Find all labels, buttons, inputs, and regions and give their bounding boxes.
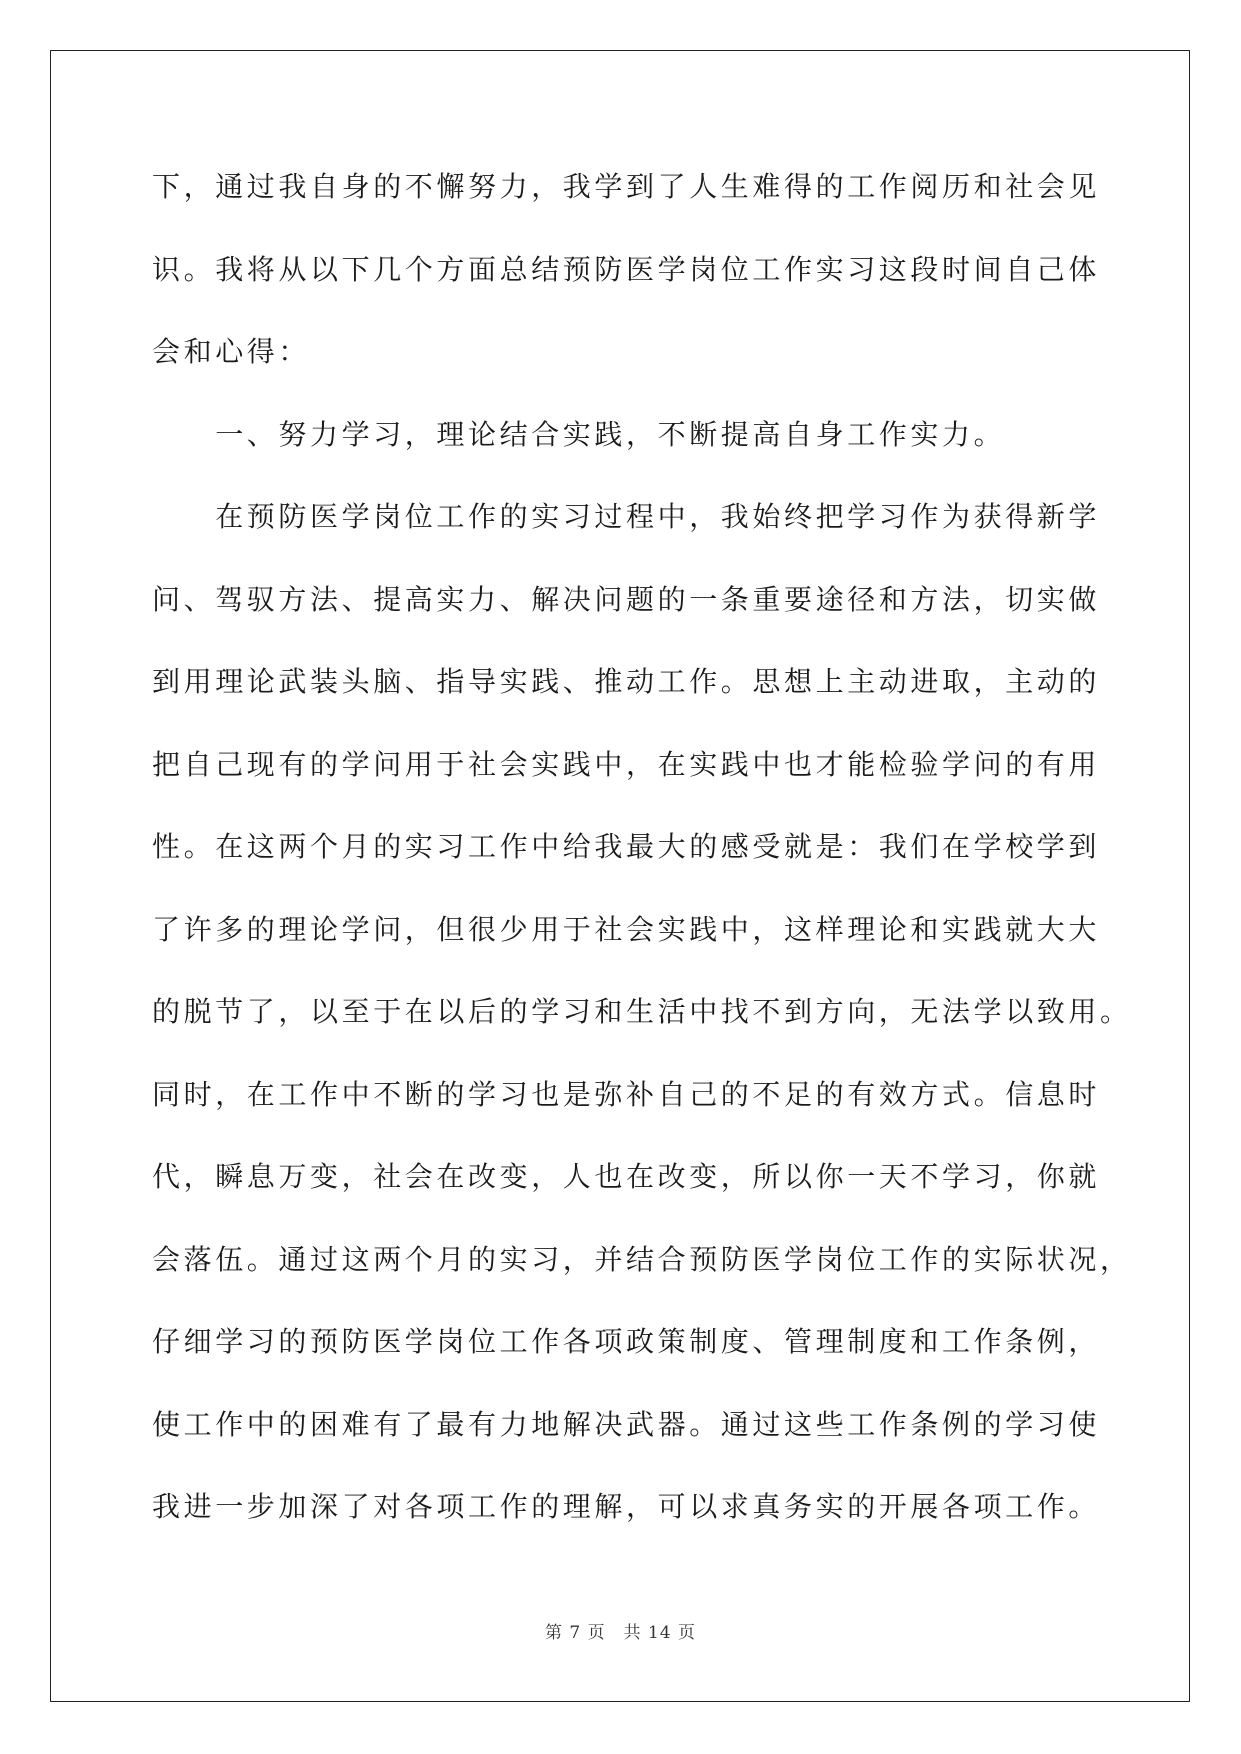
text-line: 使工作中的困难有了最有力地解决武器。通过这些工作条例的学习使 (152, 1407, 1101, 1441)
text-line: 性。在这两个月的实习工作中给我最大的感受就是：我们在学校学到 (152, 830, 1101, 863)
text-line: 仔细学习的预防医学岗位工作各项政策制度、管理制度和工作条例， (152, 1325, 1101, 1358)
text-line: 代，瞬息万变，社会在改变，人也在改变，所以你一天不学习，你就 (152, 1160, 1101, 1193)
text-line: 我进一步加深了对各项工作的理解，可以求真务实的开展各项工作。 (152, 1490, 1101, 1523)
text-line: 到用理论武装头脑、指导实践、推动工作。思想上主动进取，主动的 (152, 665, 1101, 698)
text-line: 同时，在工作中不断的学习也是弥补自己的不足的有效方式。信息时 (152, 1077, 1101, 1111)
text-line: 识。我将从以下几个方面总结预防医学岗位工作实习这段时间自己体 (152, 252, 1101, 286)
text-line: 的脱节了，以至于在以后的学习和生活中找不到方向，无法学以致用。 (152, 995, 1132, 1028)
section-heading: 一、努力学习，理论结合实践，不断提高自身工作实力。 (152, 417, 1006, 451)
text-line: 了许多的理论学问，但很少用于社会实践中，这样理论和实践就大大 (152, 912, 1101, 946)
text-line: 下，通过我自身的不懈努力，我学到了人生难得的工作阅历和社会见 (152, 170, 1101, 203)
text-line: 会落伍。通过这两个月的实习，并结合预防医学岗位工作的实际状况， (152, 1242, 1132, 1276)
page-number: 第 7 页 共 14 页 (544, 1623, 697, 1643)
text-line: 会和心得： (152, 335, 311, 368)
text-line: 问、驾驭方法、提高实力、解决问题的一条重要途径和方法，切实做 (152, 582, 1101, 616)
document-body (152, 162, 1132, 1565)
text-line: 在预防医学岗位工作的实习过程中，我始终把学习作为获得新学 (152, 500, 1101, 533)
text-line: 把自己现有的学问用于社会实践中，在实践中也才能检验学问的有用 (152, 747, 1101, 781)
